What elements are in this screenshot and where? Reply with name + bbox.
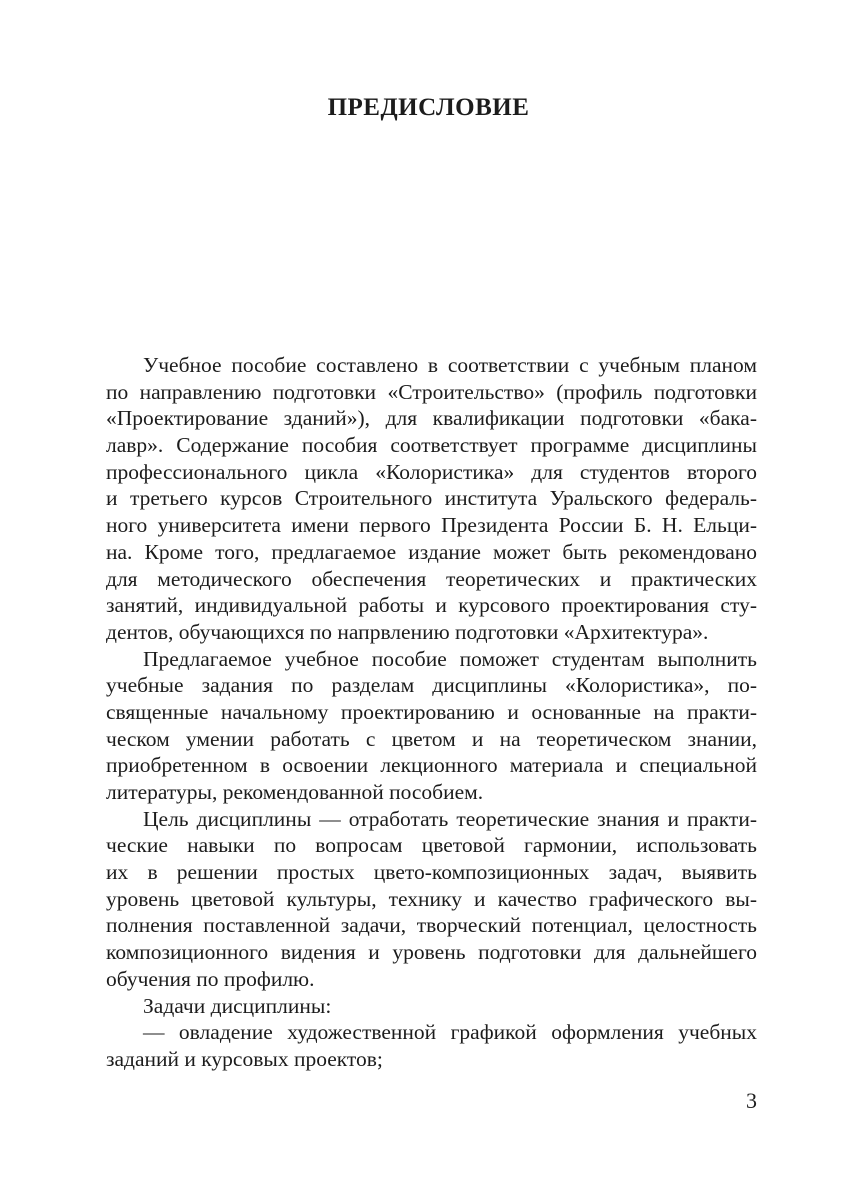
text-line: и третьего курсов Строительного института Уральского федераль-	[106, 486, 757, 511]
text-line: Цель дисциплины — отработать теоретические знания и практи-	[143, 806, 757, 831]
text-line: ческом умении работать с цветом и на теоретическом знании,	[106, 726, 757, 751]
page-title: ПРЕДИСЛОВИЕ	[327, 94, 530, 121]
text-line: приобретенном в освоении лекционного материала и специальной	[106, 753, 757, 778]
text-line: полнения поставленной задачи, творческий потенциал, целостность	[106, 913, 757, 938]
text-line: ческие навыки по вопросам цветовой гармонии, использовать	[106, 833, 757, 858]
text-line: священные начальному проектированию и основанные на практи-	[106, 699, 757, 724]
text-line: Учебное пособие составлено в соответствии с учебным планом	[143, 353, 757, 377]
text-line: Предлагаемое учебное пособие поможет студентам выполнить	[143, 646, 757, 671]
text-line: Задачи дисциплины:	[143, 993, 332, 1018]
page-number: 3	[746, 1088, 757, 1113]
text-line: литературы, рекомендованной пособием.	[106, 780, 484, 804]
text-line: — овладение художественной графикой оформления учебных	[143, 1020, 757, 1045]
text-line: заданий и курсовых проектов;	[106, 1046, 383, 1071]
paragraph	[106, 352, 757, 646]
text-line: для методического обеспечения теоретических и практических	[106, 566, 757, 591]
text-line: композиционного видения и уровень подготовки для дальнейшего	[106, 940, 757, 965]
text-line: учебные задания по разделам дисциплины «Колористика», по-	[106, 673, 757, 698]
text-line: ного университета имени первого Президента России Б. Н. Ельци-	[106, 513, 757, 538]
paragraph	[106, 1019, 757, 1072]
text-line: на. Кроме того, предлагаемое издание может быть рекомендовано	[106, 539, 757, 564]
text-line: профессионального цикла «Колористика» для студентов второго	[106, 459, 757, 484]
paragraph	[106, 806, 757, 993]
text-line: уровень цветовой культуры, технику и качество графического вы-	[106, 886, 757, 911]
text-line: «Проектирование зданий»), для квалификации подготовки «бака-	[106, 406, 757, 431]
text-line: дентов, обучающихся по напрвлению подготовки «Архитектура».	[106, 619, 709, 644]
paragraph	[106, 993, 757, 1020]
paragraph	[106, 646, 757, 806]
text-line: занятий, индивидуальной работы и курсового проектирования сту-	[106, 593, 757, 618]
text-line: их в решении простых цвето-композиционных задач, выявить	[106, 860, 757, 885]
text-line: по направлению подготовки «Строительство» (профиль подготовки	[106, 379, 757, 404]
body-text	[106, 352, 757, 1073]
text-line: обучения по профилю.	[106, 966, 315, 991]
text-line: лавр». Содержание пособия соответствует программе дисциплины	[106, 433, 757, 458]
